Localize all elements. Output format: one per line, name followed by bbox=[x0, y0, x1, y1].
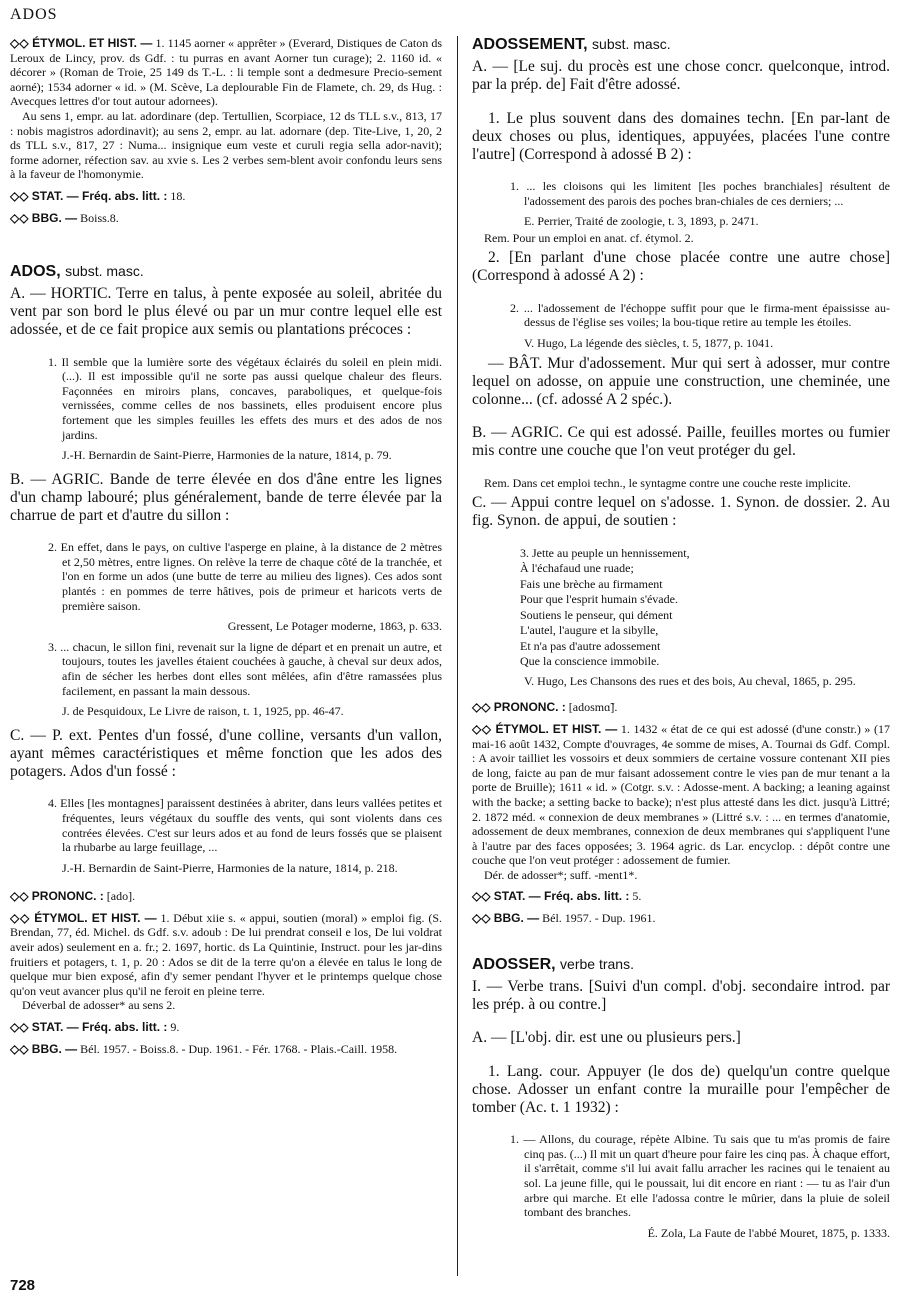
r-sense-b: B. — AGRIC. Ce qui est adossé. Paille, feuilles mortes ou fumier mis contre une couche que l'on veut protéger du gel. bbox=[472, 424, 890, 460]
page-number: 728 bbox=[10, 1277, 36, 1294]
verse-line: Et n'a pas d'autre adossement bbox=[520, 638, 661, 653]
headword-category: subst. masc. bbox=[65, 263, 144, 280]
r-etymology-label: ◇◇ ÉTYMOL. ET HIST. — bbox=[472, 721, 618, 736]
r-sense-a1: 1. Le plus souvent dans des domaines techn. [En par-lant de deux choses ou plus, identiques, appuyées, placées l'une contre l'autre] (Correspond à adossé B 2) : bbox=[472, 109, 890, 163]
r-remark-2: Rem. Dans cet emploi techn., le syntagme contre une couche reste implicite. bbox=[484, 475, 851, 490]
bbg-value: Boiss.8. bbox=[80, 210, 119, 225]
r-pronunciation-value: [adosmɑ̃]. bbox=[568, 700, 618, 715]
etymology-label: ◇◇ ÉTYMOL. ET HIST. — bbox=[10, 36, 153, 50]
etymology-text-2: Au sens 1, empr. au lat. adordinare (dep. Tertullien, Scorpiace, 12 ds TLL s.v., 813, 17 : nobis magistros adordinavit); au sens 2, empr. au lat. adornare (dep. Tite-Live, 1, 20, 2 ds TLL s.v., 817, 27 : Numa... insignique eum veste et curuli regia sella ador-navit); forme adorner, réfection sav. au xvie s. Les 2 verbes sem-blent avoir confondu leurs sens à la faveur de l'homonymie. bbox=[10, 108, 442, 182]
r-quote-2: 2. ... l'adossement de l'échoppe suffit pour que le firma-ment épaississe au-dessus de l'église ses voiles; la bou-tique retire au temple les étoiles. bbox=[510, 300, 890, 330]
headword-text-3: ADOSSER, bbox=[472, 955, 556, 973]
left-column bbox=[10, 36, 442, 1056]
pronunciation-section bbox=[10, 889, 442, 904]
r-bbg-label: ◇◇ BBG. — bbox=[472, 911, 540, 926]
headword-text: ADOS, bbox=[10, 263, 61, 281]
etymology-section-2 bbox=[10, 911, 442, 999]
bbg-value-2: Bél. 1957. - Boiss.8. - Dup. 1961. - Fér. 1768. - Plais.-Caill. 1958. bbox=[80, 1041, 398, 1056]
quote-4: 4. Elles [les montagnes] paraissent destinées à abriter, dans leurs vallées petites et fréquentes, leurs végétaux du souffle des vents, qui sont violents dans ces contrées élevées. C'est sur leurs ados et au fond de leurs fossés que se plaisent la rhubarbe au large feuillage, ... bbox=[48, 796, 442, 855]
r-sense-i-a: A. — [L'obj. dir. est une ou plusieurs pers.] bbox=[472, 1029, 741, 1047]
r-etymology-section bbox=[472, 722, 890, 868]
headword-text-2: ADOSSEMENT, bbox=[472, 36, 588, 53]
r-stat-label: ◇◇ STAT. — Fréq. abs. litt. : bbox=[472, 889, 630, 904]
verse-line: L'autel, l'augure et la sibylle, bbox=[520, 623, 659, 638]
r-quote-2-source: V. Hugo, La légende des siècles, t. 5, 1877, p. 1041. bbox=[524, 336, 774, 351]
quote-2-source: Gressent, Le Potager moderne, 1863, p. 633. bbox=[227, 619, 442, 634]
sense-b: B. — AGRIC. Bande de terre élevée en dos d'âne entre les lignes d'un champ labouré; plus généralement, bande de terre élevée par la charrue de part et d'autre du sillon : bbox=[10, 470, 442, 524]
pronunciation-value: [ado]. bbox=[106, 889, 136, 904]
etymology-section bbox=[10, 36, 442, 109]
verse-line: Fais une brèche au firmament bbox=[520, 576, 663, 591]
r-quote-4: 1. — Allons, du courage, répète Albine. Tu sais que tu m'as promis de faire cinq pas. (...) Il mit un quart d'heure pour faire les cinq pas. À chaque effort, il s'arrêtait, comme s'il lui avait fallu arracher les racines qui le tenaient au sol. La jeune fille, qui le poussait, lui dit encore en riant : — tu as l'air d'un arbre qui marche. Et elle l'adossa contre le mûrier, dans la pluie de soleil tombant des branches. bbox=[510, 1132, 890, 1220]
r-verse-quote bbox=[520, 546, 890, 670]
bbg-label: ◇◇ BBG. — bbox=[10, 210, 78, 225]
pronunciation-label: ◇◇ PRONONC. : bbox=[10, 889, 104, 904]
r-bbg-section bbox=[472, 911, 890, 926]
stat-label-2: ◇◇ STAT. — Fréq. abs. litt. : bbox=[10, 1020, 168, 1035]
r-sense-a2: 2. [En parlant d'une chose placée contre une autre chose] (Correspond à adossé A 2) : bbox=[472, 249, 890, 285]
headword-category-3: verbe trans. bbox=[560, 955, 634, 972]
stat-value: 18. bbox=[170, 188, 186, 203]
stat-section-2 bbox=[10, 1020, 442, 1035]
r-remark-1: Rem. Pour un emploi en anat. cf. étymol. 2. bbox=[484, 230, 694, 245]
bbg-label-2: ◇◇ BBG. — bbox=[10, 1041, 78, 1056]
quote-1-source: J.-H. Bernardin de Saint-Pierre, Harmonies de la nature, 1814, p. 79. bbox=[62, 448, 392, 463]
r-sense-i-a1: 1. Lang. cour. Appuyer (le dos de) quelqu'un contre quelque chose. Adosser un enfant contre la muraille pour l'empêcher de tomber (Ac. t. 1 1932) : bbox=[472, 1062, 890, 1116]
r-quote-1-source: E. Perrier, Traité de zoologie, t. 3, 1893, p. 2471. bbox=[524, 214, 759, 229]
quote-3: 3. ... chacun, le sillon fini, revenait sur la ligne de départ et en prenait un autre, et toujours, toutes les javelles étaient couchées à gauche, à cheval sur deux ados, afin de sécher les herbes dont elles sont mêlées, afin d'être ramassées plus facilement, en passant la main dessous. bbox=[48, 639, 442, 698]
verse-line: Que la conscience immobile. bbox=[520, 654, 660, 669]
etymology-text: 1. 1145 aorner « apprêter » (Everard, Distiques de Caton ds Leroux de Lincy, prov. ds Gdf. : tu purras en avant Aorner tun curage); 2. 1160 id. « décorer » (Roman de Troie, 25 149 ds T.-L. : li temple sont a dedmesure Precio-sement aorné); 1534 adorner « id. » (M. Scève, La deplourable Fin de Flamete, ch. 29, ds Hug. : Avecques lettres d'or tout autour adornees). bbox=[10, 36, 443, 109]
r-etymology-text-2: Dér. de adosser*; suff. -ment1*. bbox=[484, 867, 638, 882]
etymology-text-3: 1. Début xiie s. « appui, soutien (moral) » emploi fig. (S. Brendan, 77, éd. Michel. ds Gdf. s.v. adoub : De lui prendrat conseil e los, De lui voldrat aveir ados) seulement en a. fr.; 2. 1697, hortic. ds La Quintinie, Instruct. pour les jar-dins fruitiers et potagers, t. 1, p. 20 : Ados se dit de la terre qu'on a élevée en talus le long de quelque mur bien exposé, afin d'y semer pendant l'hyver et le printemps quelque chose qu'on veut avancer plus qu'il ne feroit en pleine terre. bbox=[10, 910, 443, 998]
r-quote-3-source: V. Hugo, Les Chansons des rues et des bois, Au cheval, 1865, p. 295. bbox=[524, 673, 856, 688]
r-etymology-text: 1. 1432 « état de ce qui est adossé (d'une constr.) » (17 mai-16 août 1432, Compte d'ouvrages, 4e somme de mises, A. Tournai ds Gdf. Compl. : A avoir tailliet les vossoirs et deux sommiers de certaine vossure contenant XII pies de long, faicte au pan de mur faisant adossement contre le vies pan de mur tenant a la porte de Bruille); 1611 « id. » (Cotgr. s.v. : Adosse-ment. A backing; a leaning against with the backe; a setting backe to backe); n'est plus attesté dans les dict. jusqu'à Littré; 2. 1872 méd. « connexion de deux membranes » (Littré s.v. : ... en termes d'anatomie, adossement de deux membranes, connexion de deux membranes qui s'appliquent l'une à l'autre par des faces opposées; 3. 1964 agric. ds Lar. encyclop. : dépôt contre une couche que l'on veut protéger : adossement de fumier. bbox=[472, 721, 891, 868]
r-quote-1: 1. ... les cloisons qui les limitent [les poches branchiales] résultent de l'adossement des parois des poches bran-chiales de ces derniers; ... bbox=[510, 179, 890, 208]
r-stat-value: 5. bbox=[632, 889, 642, 904]
r-sense-c: C. — Appui contre lequel on s'adosse. 1. Synon. de dossier. 2. Au fig. Synon. de appui, de soutien : bbox=[472, 494, 890, 530]
r-stat-section bbox=[472, 889, 890, 904]
stat-section bbox=[10, 189, 442, 204]
verse-line: Pour que l'esprit humain s'évade. bbox=[520, 592, 678, 607]
headword-adosser bbox=[472, 956, 890, 974]
headword-ados bbox=[10, 263, 442, 281]
stat-label: ◇◇ STAT. — Fréq. abs. litt. : bbox=[10, 188, 168, 203]
headword-adossement bbox=[472, 36, 890, 54]
running-head: ADOS bbox=[10, 6, 58, 23]
etymology-label-2: ◇◇ ÉTYMOL. ET HIST. — bbox=[10, 910, 157, 925]
column-rule bbox=[457, 36, 458, 1276]
quote-4-source: J.-H. Bernardin de Saint-Pierre, Harmonies de la nature, 1814, p. 218. bbox=[62, 860, 398, 875]
stat-value-2: 9. bbox=[170, 1020, 180, 1035]
right-column bbox=[472, 36, 890, 1240]
r-sense-i: I. — Verbe trans. [Suivi d'un compl. d'obj. secondaire introd. par les prép. à ou contre.] bbox=[472, 977, 890, 1013]
bbg-section bbox=[10, 211, 442, 226]
r-quote-4-source: É. Zola, La Faute de l'abbé Mouret, 1875, p. 1333. bbox=[647, 1225, 890, 1240]
quote-1: 1. Il semble que la lumière sorte des végétaux éclairés du soleil en plein midi. (...). Il est impossible qu'il ne sorte pas aussi quelque chaleur des fleurs. Façonnées en miroirs plans, concaves, paraboliques, et quelque-fois vernissées, comme celles de nos bassinets, elles produisent encore plus fortement que les simples feuilles les effets des murs et des ados de nos jardins. bbox=[48, 354, 442, 442]
sense-c: C. — P. ext. Pentes d'un fossé, d'une colline, versants d'un vallon, ayant mêmes caractéristiques et même fonction que les ados des potagers. Ados d'un fossé : bbox=[10, 726, 442, 780]
bbg-section-2 bbox=[10, 1042, 442, 1057]
verse-line: Soutiens le penseur, qui dément bbox=[520, 607, 673, 622]
r-pronunciation-label: ◇◇ PRONONC. : bbox=[472, 700, 566, 715]
headword-category-2: subst. masc. bbox=[592, 36, 671, 52]
etymology-text-4: Déverbal de adosser* au sens 2. bbox=[22, 998, 176, 1013]
quote-3-source: J. de Pesquidoux, Le Livre de raison, t. 1, 1925, pp. 46-47. bbox=[62, 704, 344, 719]
quote-2: 2. En effet, dans le pays, on cultive l'asperge en plaine, à la distance de 2 mètres et 2,50 mètres, entre lignes. On relève la terre de chaque côté de la tranchée, et l'on en forme un ados (une butte de terre au milieu des lignes). Ces ados sont plantés : en pommes de terre hâtives, pois de primeur et haricots verts de première saison. bbox=[48, 540, 442, 613]
r-bbg-value: Bél. 1957. - Dup. 1961. bbox=[542, 911, 656, 926]
verse-line: À l'échafaud une ruade; bbox=[520, 561, 634, 576]
r-bat: — BÂT. Mur d'adossement. Mur qui sert à adosser, mur contre lequel on adosse, on appuie une construction, une cheminée, une colonne... (cf. adossé A 2 spéc.). bbox=[472, 354, 890, 408]
r-pronunciation-section bbox=[472, 700, 890, 715]
verse-line: 3. Jette au peuple un hennissement, bbox=[520, 545, 690, 560]
r-sense-a: A. — [Le suj. du procès est une chose concr. quelconque, introd. par la prép. de] Fait d'être adossé. bbox=[472, 58, 890, 93]
sense-a: A. — HORTIC. Terre en talus, à pente exposée au soleil, abritée du vent par son bord le plus élevé ou par un mur contre lequel elle est adossée, et de ce fait propice aux semis ou plantations précoces : bbox=[10, 285, 442, 339]
